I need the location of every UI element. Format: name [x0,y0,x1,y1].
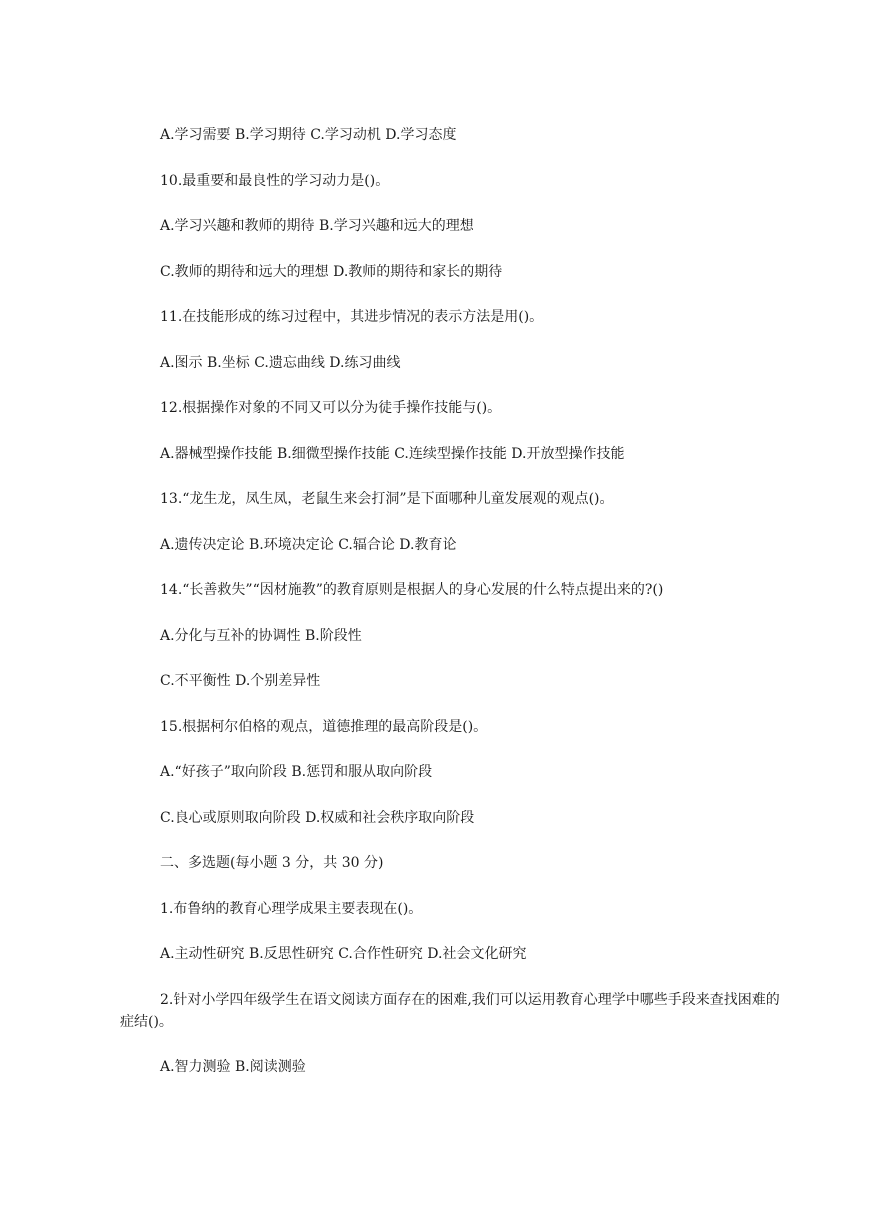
document-body [120,124,780,1102]
option-line: C.不平衡性 D.个别差异性 [160,673,321,689]
question-multi-1: 1.布鲁纳的教育心理学成果主要表现在()。 [160,900,423,917]
question-12: 12.根据操作对象的不同又可以分为徒手操作技能与()。 [160,400,502,416]
option-line: A.器械型操作技能 B.细微型操作技能 C.连续型操作技能 D.开放型操作技能 [160,445,625,462]
question-14: 14.“长善救失”“因材施教”的教育原则是根据人的身心发展的什么特点提出来的?() [160,582,664,598]
option-line: A.分化与互补的协调性 B.阶段性 [160,627,362,644]
option-line: A.遗传决定论 B.环境决定论 C.辐合论 D.教育论 [160,536,457,553]
option-line: A.图示 B.坐标 C.遗忘曲线 D.练习曲线 [160,354,401,371]
option-line: A.主动性研究 B.反思性研究 C.合作性研究 D.社会文化研究 [160,946,527,962]
question-15: 15.根据柯尔伯格的观点，道德推理的最高阶段是()。 [160,718,488,735]
question-13: 13.“龙生龙，凤生凤，老鼠生来会打洞”是下面哪种儿童发展观的观点()。 [160,491,614,507]
option-line: C.良心或原则取向阶段 D.权威和社会秩序取向阶段 [160,809,475,826]
question-10: 10.最重要和最良性的学习动力是()。 [160,172,390,189]
option-line: A.智力测验 B.阅读测验 [160,1059,306,1075]
question-11: 11.在技能形成的练习过程中，其进步情况的表示方法是用()。 [160,309,544,325]
option-line: A.学习兴趣和教师的期待 B.学习兴趣和远大的理想 [160,218,474,234]
option-line: A.“好孩子”取向阶段 B.惩罚和服从取向阶段 [160,764,433,780]
section-heading: 二、多选题(每小题 3 分，共 30 分) [160,855,384,871]
option-line: C.教师的期待和远大的理想 D.教师的期待和家长的期待 [160,263,503,280]
option-line: A.学习需要 B.学习期待 C.学习动机 D.学习态度 [160,127,457,143]
question-multi-2: 2.针对小学四年级学生在语文阅读方面存在的困难,我们可以运用教育心理学中哪些手段来查找困难的症结()。 [120,991,780,1030]
